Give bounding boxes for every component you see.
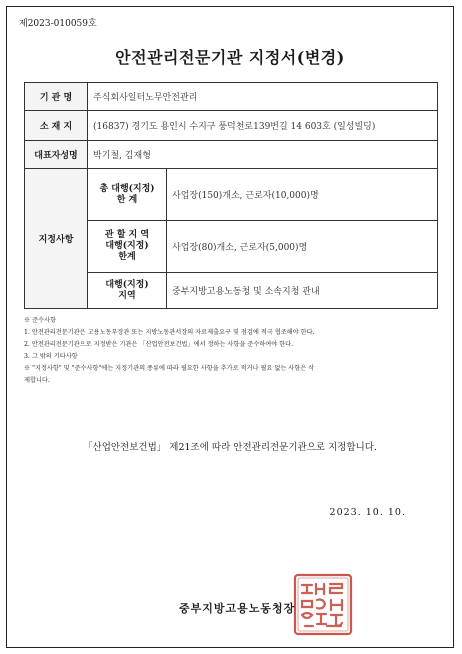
- issuer-name: 중부지방고용노동청장: [179, 602, 296, 615]
- representative-value: 박기철, 김재형: [88, 141, 438, 169]
- document-page: [6, 6, 454, 648]
- table-row-org-name: [25, 83, 438, 111]
- region-label: 대행(지정) 지역: [88, 273, 167, 309]
- address-label: 소 재 지: [25, 111, 88, 141]
- designation-info-table: [24, 82, 438, 309]
- org-name-label: 기 관 명: [25, 83, 88, 111]
- notes-item-2: 2. 안전관리전문기관으로 지정받은 기관은 「산업안전보건법」에서 정하는 사항을 준수하여야 한다.: [24, 341, 294, 348]
- address-value: (16837) 경기도 용인시 수지구 풍덕천로139번길 14 603호 (일성빌딩): [88, 111, 438, 141]
- org-name-value: 주식회사일터노무안전관리: [88, 83, 438, 111]
- representative-label: 대표자성명: [25, 141, 88, 169]
- jurisdiction-limit-value: 사업장(80)개소, 근로자(5,000)명: [167, 221, 438, 273]
- region-value: 중부지방고용노동청 및 소속지청 관내: [167, 273, 438, 309]
- compliance-notes: [24, 315, 444, 387]
- document-number: 제2023-010059호: [19, 19, 97, 29]
- table-row-total-limit: [25, 169, 438, 221]
- notes-footnote-line-2: 제합니다.: [24, 377, 50, 384]
- official-seal-stamp: [293, 573, 353, 636]
- issue-date: 2023. 10. 10.: [329, 507, 406, 518]
- designation-label: 지정사항: [25, 169, 88, 309]
- total-limit-value: 사업장(150)개소, 근로자(10,000)명: [167, 169, 438, 221]
- table-row-address: [25, 111, 438, 141]
- notes-item-3: 3. 그 밖의 기타사항: [24, 353, 78, 360]
- document-title: 안전관리전문기관 지정서(변경): [115, 48, 345, 67]
- notes-footnote-line-1: ※ "지정사항" 및 "준수사항"에는 지정기관의 종류에 따라 필요한 사항을 추가로 적거나 필요 없는 사항은 삭: [24, 365, 315, 372]
- notes-item-1: 1. 안전관리전문기관은 고용노동부장관 또는 지방노동관서장의 자료제출요구 및 점검에 적극 협조해야 한다.: [24, 329, 315, 336]
- notes-heading: ※ 준수사항: [24, 317, 57, 324]
- designation-statement: 「산업안전보건법」 제21조에 따라 안전관리전문기관으로 지정합니다.: [83, 442, 377, 453]
- total-limit-label: 총 대행(지정) 한 계: [88, 169, 167, 221]
- table-row-representative: [25, 141, 438, 169]
- jurisdiction-limit-label: 관 할 지 역 대행(지정) 한계: [88, 221, 167, 273]
